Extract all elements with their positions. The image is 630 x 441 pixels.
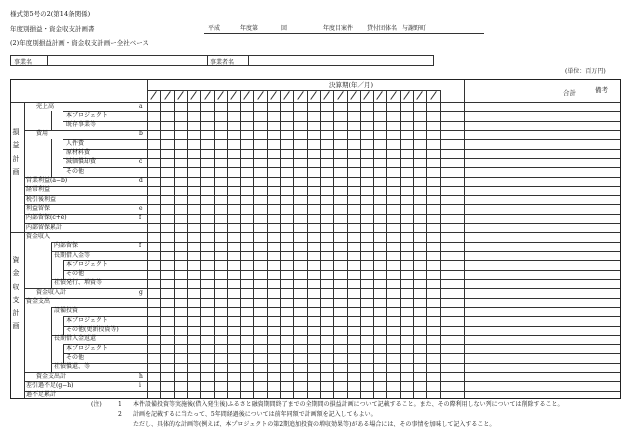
row-label: 売上高 — [36, 102, 55, 110]
period-column-border — [187, 90, 188, 398]
row-label: 本プロジェクト — [66, 260, 108, 268]
row-marker: b — [139, 130, 143, 138]
row-marker: g — [139, 288, 143, 296]
settlement-period-header: 決算期(年／月) — [329, 81, 374, 89]
business-name-field[interactable] — [47, 56, 208, 65]
row-label: 資金収入 — [26, 232, 51, 240]
row-line — [24, 130, 620, 131]
period-column-border — [200, 90, 201, 398]
box-divider — [207, 56, 208, 65]
form-number: 様式第5号の2(第14条関係) — [10, 10, 91, 18]
period-slash — [257, 91, 264, 100]
remarks-column-border — [464, 80, 465, 398]
indent-border — [63, 316, 64, 335]
meta-lender-name: 与謝野町 — [402, 25, 427, 32]
period-slash — [151, 91, 158, 100]
row-label: 本プロジェクト — [66, 344, 108, 352]
row-marker: i — [139, 381, 141, 389]
row-marker: a — [139, 102, 143, 110]
row-line — [24, 391, 620, 392]
period-slash — [164, 91, 171, 100]
row-label: その他(更新投資等) — [66, 326, 119, 333]
row-label: 経常利益 — [26, 186, 51, 194]
document-subtitle: (2)年度別損益計画・資金収支計画ー全社ベース — [10, 39, 149, 47]
total-header: 合計 — [563, 89, 576, 97]
row-label: 利益留保 — [26, 204, 51, 212]
period-column-border — [227, 90, 228, 398]
row-label: 資金支出 — [26, 298, 51, 306]
period-slash — [230, 91, 237, 100]
row-line — [63, 158, 620, 159]
entity-boxes — [10, 55, 434, 66]
operator-name-label: 事業者名 — [210, 59, 235, 66]
period-column-border — [386, 90, 387, 398]
meta-year-no: 年度第 — [240, 25, 259, 32]
period-column-border — [333, 90, 334, 398]
period-column-border — [280, 90, 281, 398]
indent-border — [51, 111, 52, 130]
row-label: 設備投資 — [54, 307, 79, 315]
period-column-border — [174, 90, 175, 398]
row-marker: e — [139, 204, 143, 212]
row-label: 長期借入金返還 — [54, 335, 97, 343]
note-1-text: 本件設備投資等実施後(借入発生後)ふるさと融資期間終了までの全期間の損益計画について記載すること。また、その際利用しない列については削除すること。 — [133, 401, 564, 408]
row-line — [24, 186, 620, 187]
period-column-border — [347, 90, 348, 398]
row-label: 資金収入計 — [36, 288, 67, 296]
meta-year-case: 年度目案件 — [323, 25, 354, 32]
period-slash — [323, 91, 330, 100]
indent-border — [51, 307, 52, 372]
meta-heisei: 平成 — [208, 25, 221, 32]
row-label: その他 — [66, 270, 85, 278]
header-bottom — [11, 102, 620, 103]
period-column-border — [320, 90, 321, 398]
row-line — [24, 214, 620, 215]
note-2-text: 計画を記載するに当たって、5年間経過後については前年同額で計画額を記入してもよい。 — [133, 411, 377, 418]
period-slash — [297, 91, 304, 100]
row-line — [63, 121, 620, 122]
section-column-border — [24, 102, 25, 398]
period-slash — [390, 91, 397, 100]
period-slash — [430, 91, 437, 100]
row-label: 原材料費 — [66, 149, 91, 157]
row-line — [51, 251, 620, 252]
row-label: 内部留保(c+e) — [26, 214, 67, 222]
row-line — [63, 260, 620, 261]
period-slash — [363, 91, 370, 100]
note-3-text: ただし、具体的な計画等(例えば、本プロジェクトの第2期追加投資の増収効果等)がある場合には、その事情を加味して記入すること。 — [133, 421, 496, 428]
period-column-border — [267, 90, 268, 398]
period-slash — [204, 91, 211, 100]
meta-lender-label: 貸付団体名 — [367, 25, 398, 32]
period-column-border — [360, 90, 361, 398]
meta-round: 回 — [281, 25, 288, 32]
row-line — [24, 372, 620, 373]
row-label: 過不足累計 — [26, 391, 57, 399]
period-slash — [270, 91, 277, 100]
row-line — [63, 111, 620, 112]
period-slash — [177, 91, 184, 100]
row-line — [63, 139, 620, 140]
row-line — [51, 307, 620, 308]
cf-section-label: 資金収支計画 — [12, 256, 20, 331]
row-label: 減価償却費 — [66, 158, 97, 166]
row-line — [24, 204, 620, 205]
period-slash — [350, 91, 357, 100]
row-label: 内部留保累計 — [26, 223, 63, 231]
row-line — [63, 167, 620, 168]
note-1-label: (注) — [91, 401, 102, 408]
row-marker: f — [139, 214, 142, 222]
row-line — [51, 242, 620, 243]
row-label: 税引後利益 — [26, 195, 57, 203]
row-marker: h — [139, 372, 143, 380]
period-column-border — [413, 90, 414, 398]
row-line — [63, 326, 620, 327]
row-label: 資金支出計 — [36, 372, 67, 380]
row-line — [63, 270, 620, 271]
row-line — [24, 177, 620, 178]
period-column-border — [293, 90, 294, 398]
row-label: 社債発行、増資等 — [54, 279, 103, 287]
row-label: 営業利益(a−b) — [26, 177, 68, 184]
row-line — [24, 298, 620, 299]
row-line — [24, 381, 620, 382]
row-label: 本プロジェクト — [66, 316, 108, 324]
label-column-border — [147, 80, 148, 398]
row-line — [63, 344, 620, 345]
row-line — [24, 195, 620, 196]
period-column-border — [440, 90, 441, 398]
business-name-label: 事業名 — [14, 59, 33, 66]
note-2-number: 2 — [118, 411, 122, 418]
period-slash — [190, 91, 197, 100]
row-label: 本プロジェクト — [66, 111, 108, 119]
row-label: その他 — [66, 167, 85, 175]
row-line — [51, 279, 620, 280]
period-slash — [284, 91, 291, 100]
period-slash — [417, 91, 424, 100]
document-title: 年度別損益・資金収支計画書 — [10, 25, 95, 33]
period-slash — [403, 91, 410, 100]
remarks-header: 備考 — [595, 86, 608, 94]
plan-table — [10, 79, 621, 399]
row-line — [63, 353, 620, 354]
unit-label: (単位：百万円) — [565, 68, 606, 75]
row-label: 差引過不足(g−h) — [26, 381, 74, 389]
indent-border — [63, 260, 64, 279]
period-slash — [337, 91, 344, 100]
row-label: 長期借入金等 — [54, 251, 91, 259]
period-slash — [217, 91, 224, 100]
row-marker: f — [139, 242, 142, 250]
row-line — [11, 232, 620, 233]
row-marker: d — [139, 177, 143, 184]
period-column-border — [307, 90, 308, 398]
indent-border — [51, 242, 52, 289]
row-label: 費用 — [36, 130, 49, 138]
period-column-border — [400, 90, 401, 398]
row-label: 内部留保 — [54, 242, 79, 250]
indent-border — [63, 344, 64, 363]
period-slash — [244, 91, 251, 100]
period-column-border — [373, 90, 374, 398]
row-line — [63, 316, 620, 317]
row-line — [51, 335, 620, 336]
period-column-border — [426, 90, 427, 398]
note-1-number: 1 — [118, 401, 122, 408]
period-slash — [310, 91, 317, 100]
period-slash — [377, 91, 384, 100]
indent-border — [51, 139, 52, 176]
period-column-border — [214, 90, 215, 398]
row-line — [24, 223, 620, 224]
operator-name-field[interactable] — [248, 56, 434, 65]
pl-section-label: 損益計画 — [12, 128, 20, 176]
meta-underline — [204, 33, 484, 34]
row-line — [51, 363, 620, 364]
period-column-border — [240, 90, 241, 398]
row-line — [63, 149, 620, 150]
row-label: その他 — [66, 353, 85, 361]
row-label: 社債償還、等 — [54, 363, 91, 371]
row-label: 既存事業等 — [66, 121, 97, 129]
period-column-border — [253, 90, 254, 398]
row-marker: c — [139, 158, 143, 166]
period-column-border — [160, 90, 161, 398]
row-line — [24, 288, 620, 289]
row-label: 人件費 — [66, 139, 85, 147]
